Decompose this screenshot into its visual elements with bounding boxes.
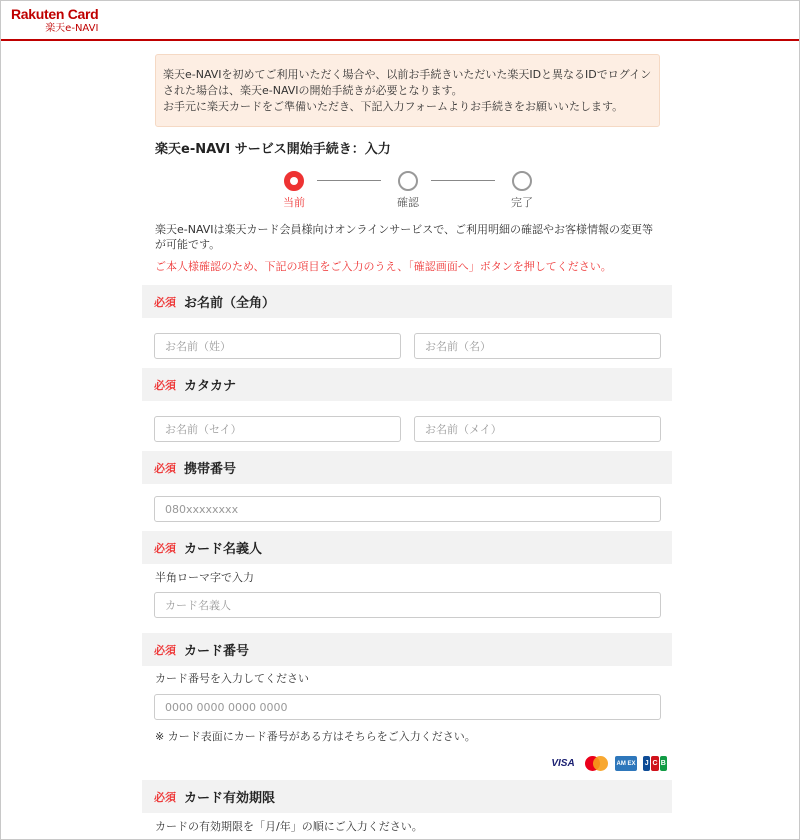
description-line-1: 楽天e-NAVIは楽天カード会員様向けオンラインサービスで、ご利用明細の確認やお客様情報の変更等 — [155, 223, 654, 236]
card-number-note: ※ カード表面にカード番号がある方はそちらをご入力ください。 — [155, 730, 476, 743]
mobile-phone-input[interactable]: 080xxxxxxxx — [154, 496, 661, 522]
last-name-input[interactable]: お名前（姓） — [154, 333, 401, 359]
section-header-name — [142, 285, 672, 318]
step-complete-label: 完了 — [511, 196, 533, 209]
jcb-logo: J C B — [643, 756, 667, 771]
page-title: 楽天e-NAVI サービス開始手続き：入力 — [155, 142, 391, 157]
section-title-phone: 携帯番号 — [184, 462, 237, 477]
first-name-kana-input[interactable]: お名前（メイ） — [414, 416, 661, 442]
required-badge: 必須 — [154, 643, 176, 657]
notice-line-1: 楽天e-NAVIを初めてご利用いただく場合や、以前お手続きいただいた楽天IDと異なるIDでログイン — [163, 68, 652, 81]
step-complete-indicator — [512, 171, 532, 191]
step-confirm-indicator — [398, 171, 418, 191]
step-connector — [431, 180, 495, 181]
accepted-card-brands — [549, 756, 667, 771]
visa-logo: VISA — [551, 758, 575, 769]
cardholder-name-input[interactable]: カード名義人 — [154, 592, 661, 618]
last-name-kana-input[interactable]: お名前（セイ） — [154, 416, 401, 442]
required-badge: 必須 — [154, 541, 176, 555]
expiry-helper-text: カードの有効期限を「月/年」の順にご入力ください。 — [155, 820, 423, 833]
step-current-label: 当前 — [283, 196, 305, 209]
required-badge: 必須 — [154, 378, 176, 392]
section-header-cardholder — [142, 531, 672, 564]
logo-sub-text: 楽天e-NAVI — [45, 23, 99, 34]
notice-line-2: された場合は、楽天e-NAVIの開始手続きが必要となります。 — [163, 84, 463, 97]
progress-steps — [281, 169, 541, 214]
section-header-card-number — [142, 633, 672, 666]
section-title-kana: カタカナ — [184, 379, 237, 394]
section-title-name: お名前（全角） — [184, 296, 276, 311]
mastercard-logo — [583, 756, 609, 771]
service-description — [155, 222, 665, 252]
section-title-card-number: カード番号 — [184, 644, 250, 659]
section-header-kana — [142, 368, 672, 401]
required-badge: 必須 — [154, 790, 176, 804]
card-number-helper-text: カード番号を入力してください — [155, 672, 309, 685]
logo-main-text: Rakuten Card — [11, 6, 99, 22]
step-current-indicator — [284, 171, 304, 191]
amex-logo: AM EX — [615, 756, 637, 771]
first-name-input[interactable]: お名前（名） — [414, 333, 661, 359]
step-connector — [317, 180, 381, 181]
card-number-input[interactable]: 0000 0000 0000 0000 — [154, 694, 661, 720]
required-badge: 必須 — [154, 461, 176, 475]
section-header-phone — [142, 451, 672, 484]
section-header-expiry — [142, 780, 672, 813]
notice-box — [155, 54, 660, 127]
section-title-cardholder: カード名義人 — [184, 542, 263, 557]
description-line-2: が可能です。 — [155, 238, 221, 251]
rakuten-card-logo[interactable] — [11, 6, 98, 35]
header — [1, 1, 799, 41]
step-confirm-label: 確認 — [397, 196, 419, 209]
section-title-expiry: カード有効期限 — [184, 791, 276, 806]
required-badge: 必須 — [154, 295, 176, 309]
notice-line-3: お手元に楽天カードをご準備いただき、下記入力フォームよりお手続きをお願いいたします。 — [163, 100, 624, 113]
cardholder-helper-text: 半角ローマ字で入力 — [155, 571, 254, 584]
instruction-warning: ご本人様確認のため、下記の項目をご入力のうえ、「確認画面へ」ボタンを押してください。 — [155, 260, 612, 273]
